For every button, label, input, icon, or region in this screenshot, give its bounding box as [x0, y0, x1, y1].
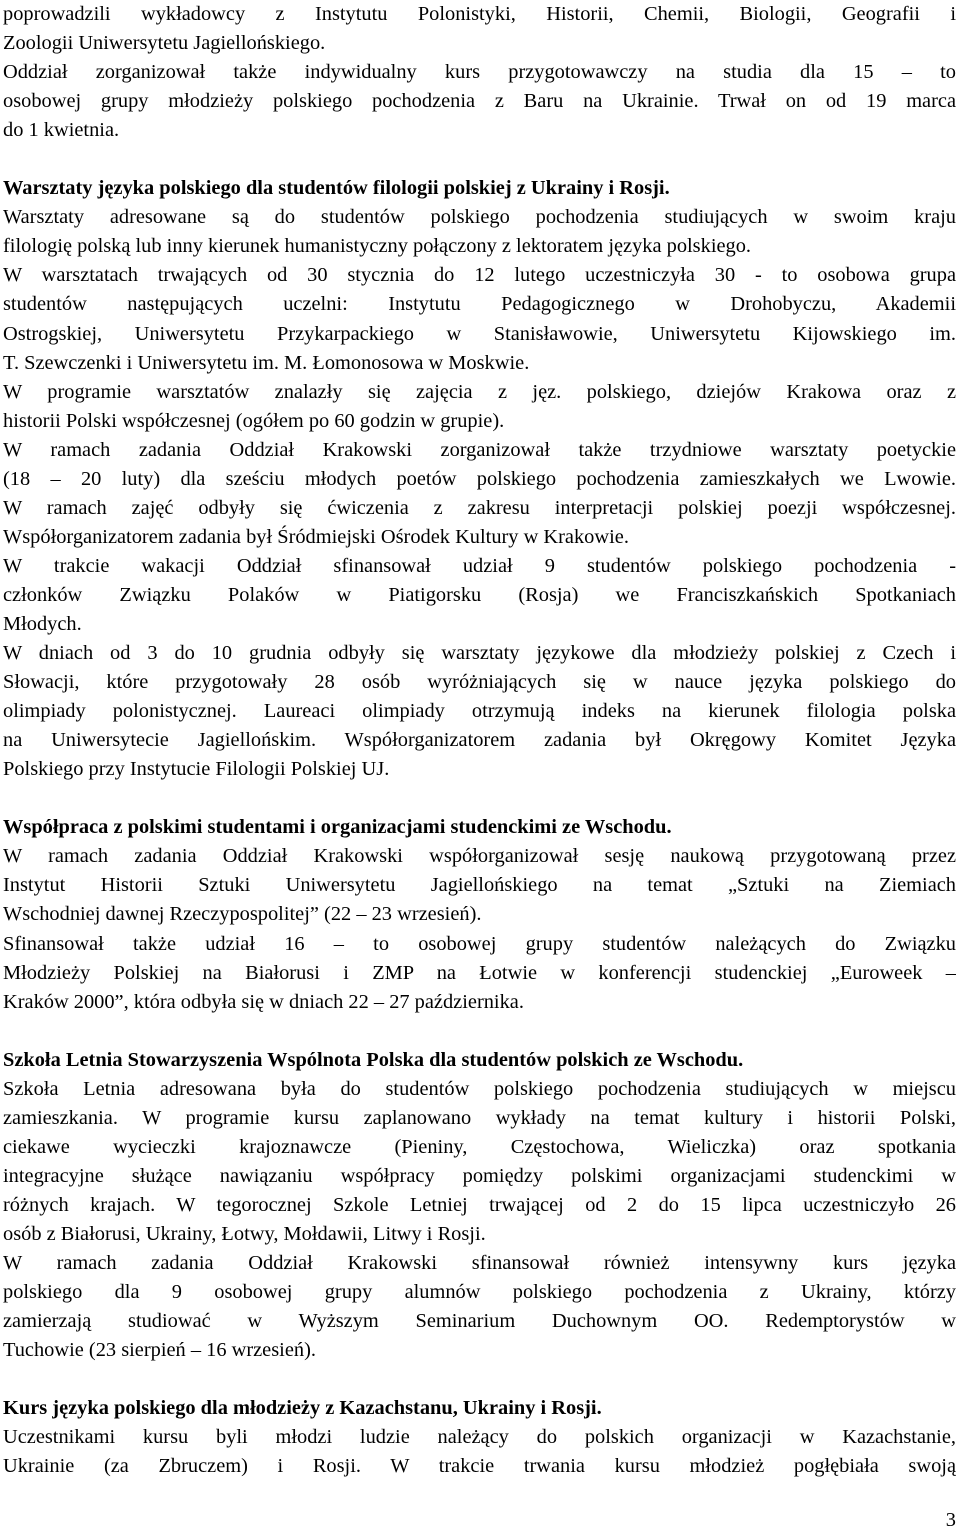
paragraph	[3, 930, 956, 1017]
text-line: olimpiady polonistycznej. Laureaci olimpiady otrzymują indeks na kierunek filologia polska	[3, 700, 956, 723]
text-line: Sfinansował także udział 16 – to osobowej grupy studentów należących do Związku	[3, 932, 956, 955]
paragraph	[3, 203, 956, 261]
text-line: Oddział zorganizował także indywidualny kurs przygotowawczy na studia dla 15 – to	[3, 61, 956, 84]
text-line: polskiego dla 9 osobowej grupy alumnów polskiego pochodzenia z Ukrainy, którzy	[3, 1281, 956, 1304]
text-line: filologię polską lub inny kierunek humanistyczny połączony z lektoratem języka polskiego.	[3, 235, 752, 258]
text-line: studentów następujących uczelni: Instytutu Pedagogicznego w Drohobyczu, Akademii	[3, 293, 956, 316]
paragraph	[3, 1249, 956, 1365]
paragraph	[3, 436, 956, 552]
text-line: Ukrainie (za Zbruczem) i Rosji. W trakcie trwania kursu młodzież pogłębiała swoją	[3, 1455, 956, 1478]
paragraph	[3, 842, 956, 929]
paragraph-spacer	[3, 1017, 956, 1046]
text-line: Uczestnikami kursu byli młodzi ludzie należący do polskich organizacji w Kazachstanie,	[3, 1426, 956, 1449]
section-heading: Szkoła Letnia Stowarzyszenia Wspólnota Polska dla studentów polskich ze Wschodu.	[3, 1048, 744, 1071]
text-line: osób z Białorusi, Ukrainy, Łotwy, Mołdawii, Litwy i Rosji.	[3, 1222, 486, 1245]
section-heading: Warsztaty języka polskiego dla studentów filologii polskiej z Ukrainy i Rosji.	[3, 177, 670, 200]
text-line: Instytut Historii Sztuki Uniwersytetu Jagiellońskiego na temat „Sztuki na Ziemiach	[3, 874, 956, 897]
text-line: W trakcie wakacji Oddział sfinansował udział 9 studentów polskiego pochodzenia -	[3, 554, 956, 577]
paragraph-spacer	[3, 784, 956, 813]
text-line: historii Polski współczesnej (ogółem po 60 godzin w grupie).	[3, 409, 505, 432]
paragraph	[3, 261, 956, 377]
paragraph	[3, 1423, 956, 1481]
text-line: W ramach zadania Oddział Krakowski współorganizował sesję naukową przygotowaną przez	[3, 845, 956, 868]
text-line: osobowej grupy młodzieży polskiego pochodzenia z Baru na Ukrainie. Trwał on od 19 marca	[3, 90, 956, 113]
text-line: W programie warsztatów znalazły się zajęcia z jęz. polskiego, dziejów Krakowa oraz z	[3, 380, 956, 403]
text-line: różnych krajach. W tegorocznej Szkole Letniej trwającej od 2 do 15 lipca uczestniczyło 26	[3, 1193, 956, 1216]
text-line: Młodzieży Polskiej na Białorusi i ZMP na Łotwie w konferencji studenckiej „Euroweek –	[3, 961, 956, 984]
paragraph	[3, 0, 956, 58]
text-line: Warsztaty adresowane są do studentów polskiego pochodzenia studiujących w swoim kraju	[3, 206, 956, 229]
text-line: na Uniwersytecie Jagiellońskim. Współorganizatorem zadania był Okręgowy Komitet Języka	[3, 729, 956, 752]
paragraph	[3, 552, 956, 639]
paragraph	[3, 639, 956, 784]
text-line: W ramach zadania Oddział Krakowski sfinansował również intensywny kurs języka	[3, 1252, 956, 1275]
text-line: Tuchowie (23 sierpień – 16 wrzesień).	[3, 1339, 316, 1362]
text-line: Współorganizatorem zadania był Śródmiejski Ośrodek Kultury w Krakowie.	[3, 525, 629, 548]
page-number: 3	[945, 1509, 956, 1531]
text-line: W ramach zajęć odbyły się ćwiczenia z zakresu interpretacji polskiej poezji współczesnej.	[3, 496, 956, 519]
text-line: zamierzają studiować w Wyższym Seminarium Duchownym OO. Redemptorystów w	[3, 1310, 956, 1333]
section-heading: Współpraca z polskimi studentami i organizacjami studenckimi ze Wschodu.	[3, 816, 672, 839]
text-line: członków Związku Polaków w Piatigorsku (Rosja) we Franciszkańskich Spotkaniach	[3, 583, 956, 606]
text-line: Ostrogskiej, Uniwersytetu Przykarpackiego w Stanisławowie, Uniwersytetu Kijowskiego im.	[3, 322, 956, 345]
text-line: W warsztatach trwających od 30 stycznia do 12 lutego uczestniczyła 30 - to osobowa grupa	[3, 264, 956, 287]
document-page	[3, 0, 956, 1481]
text-line: zamieszkania. W programie kursu zaplanowano wykłady na temat kultury i historii Polski,	[3, 1106, 956, 1129]
text-line: Słowacji, które przygotowały 28 osób wyróżniających się w nauce języka polskiego do	[3, 671, 956, 694]
section-heading: Kurs języka polskiego dla młodzieży z Kazachstanu, Ukrainy i Rosji.	[3, 1397, 602, 1420]
paragraph	[3, 1075, 956, 1249]
text-line: W ramach zadania Oddział Krakowski zorganizował także trzydniowe warsztaty poetyckie	[3, 438, 956, 461]
text-line: W dniach od 3 do 10 grudnia odbyły się warsztaty językowe dla młodzieży polskiej z Czech i	[3, 642, 956, 665]
text-line: (18 – 20 luty) dla sześciu młodych poetów polskiego pochodzenia zamieszkałych we Lwowie.	[3, 467, 956, 490]
text-line: Szkoła Letnia adresowana była do studentów polskiego pochodzenia studiujących w miejscu	[3, 1077, 956, 1100]
text-line: Wschodniej dawnej Rzeczypospolitej” (22 – 23 wrzesień).	[3, 903, 482, 926]
text-line: do 1 kwietnia.	[3, 119, 120, 142]
text-line: ciekawe wycieczki krajoznawcze (Pieniny, Częstochowa, Wieliczka) oraz spotkania	[3, 1135, 956, 1158]
paragraph	[3, 378, 956, 436]
text-line: Kraków 2000”, która odbyła się w dniach 22 – 27 października.	[3, 990, 524, 1013]
text-line: Zoologii Uniwersytetu Jagiellońskiego.	[3, 32, 326, 55]
paragraph-spacer	[3, 1365, 956, 1394]
text-line: integracyjne służące nawiązaniu współpracy pomiędzy polskimi organizacjami studenckimi w	[3, 1164, 956, 1187]
text-line: Polskiego przy Instytucie Filologii Polskiej UJ.	[3, 758, 390, 781]
paragraph-spacer	[3, 145, 956, 174]
paragraph	[3, 58, 956, 145]
text-line: poprowadzili wykładowcy z Instytutu Polonistyki, Historii, Chemii, Biologii, Geografii i	[3, 3, 956, 25]
text-line: Młodych.	[3, 612, 82, 635]
text-line: T. Szewczenki i Uniwersytetu im. M. Łomonosowa w Moskwie.	[3, 351, 530, 374]
